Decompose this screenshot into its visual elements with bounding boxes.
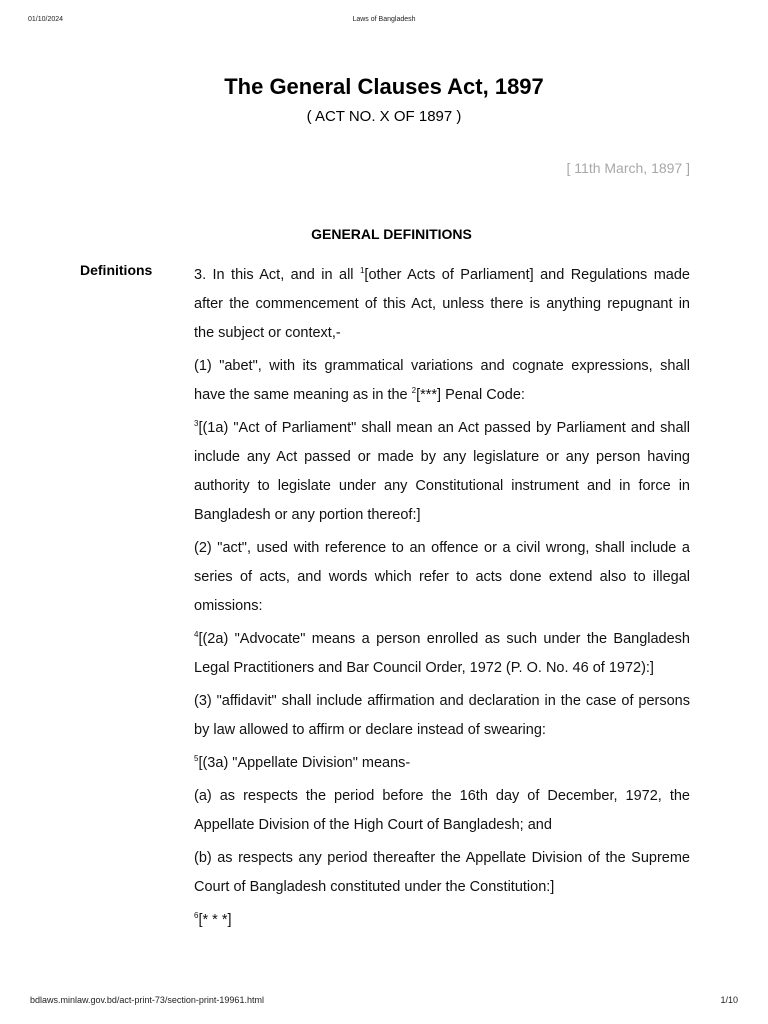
footer-url[interactable]: bdlaws.minlaw.gov.bd/act-print-73/section-print-19961.html — [30, 995, 264, 1005]
footnote-ref[interactable]: 1 — [359, 266, 365, 276]
clause-paragraph: (3) "affidavit" shall include affirmation and declaration in the case of persons by law allowed to affirm or declare instead of swearing: — [194, 693, 690, 738]
footnote-ref[interactable]: 5 — [194, 754, 199, 764]
page-number: 1/10 — [720, 995, 738, 1005]
clause-paragraph: $^4$[(2a) "Advocate" means a person enrolled as such under the Bangladesh Legal Practitioners and Bar Council Order, 1972 (P. O. No. 46 of 1972):] — [194, 630, 690, 676]
document-title: The General Clauses Act, 1897 — [224, 74, 544, 99]
print-date: 01/10/2024 — [28, 16, 64, 23]
act-number: ( ACT NO. X OF 1897 ) — [306, 108, 462, 125]
footnote-ref[interactable]: 6 — [194, 911, 199, 921]
clause-paragraph: $^6$[* * *] — [194, 911, 232, 928]
clause-paragraph: 3. In this Act, and in all $^1$[other Acts of Parliament] and Regulations made after the commencement of this Act, unless there is anything repugnant in the subject or context,- — [194, 266, 690, 341]
clause-paragraph: $^3$[(1a) "Act of Parliament" shall mean an Act passed by Parliament and shall include any Act passed or made by any legislature or any person having authority to legislate under any Constitutional instrument and in force in Bangladesh or any portion thereof:] — [194, 419, 690, 523]
footnote-ref[interactable]: 3 — [194, 419, 199, 429]
act-date: [ 11th March, 1897 ] — [566, 160, 690, 176]
clause-paragraph: (b) as respects any period thereafter the Appellate Division of the Supreme Court of Bangladesh constituted under the Constitution:] — [194, 850, 690, 895]
footnote-ref[interactable]: 4 — [194, 630, 199, 640]
clause-paragraph: (1) "abet", with its grammatical variations and cognate expressions, shall have the same meaning as in the $^2$[***] Penal Code: — [194, 358, 690, 403]
clause-paragraph: (a) as respects the period before the 16th day of December, 1972, the Appellate Division of the High Court of Bangladesh; and — [194, 788, 690, 833]
footnote-ref[interactable]: 2 — [411, 386, 417, 396]
section-body — [194, 261, 690, 939]
print-header-title: Laws of Bangladesh — [352, 16, 416, 23]
clause-paragraph: (2) "act", used with reference to an offence or a civil wrong, shall include a series of acts, and words which refer to acts done extend also to illegal omissions: — [194, 540, 690, 614]
section-heading: GENERAL DEFINITIONS — [311, 226, 472, 242]
section-side-label: Definitions — [80, 262, 153, 278]
clause-paragraph: $^5$[(3a) "Appellate Division" means- — [194, 754, 411, 771]
